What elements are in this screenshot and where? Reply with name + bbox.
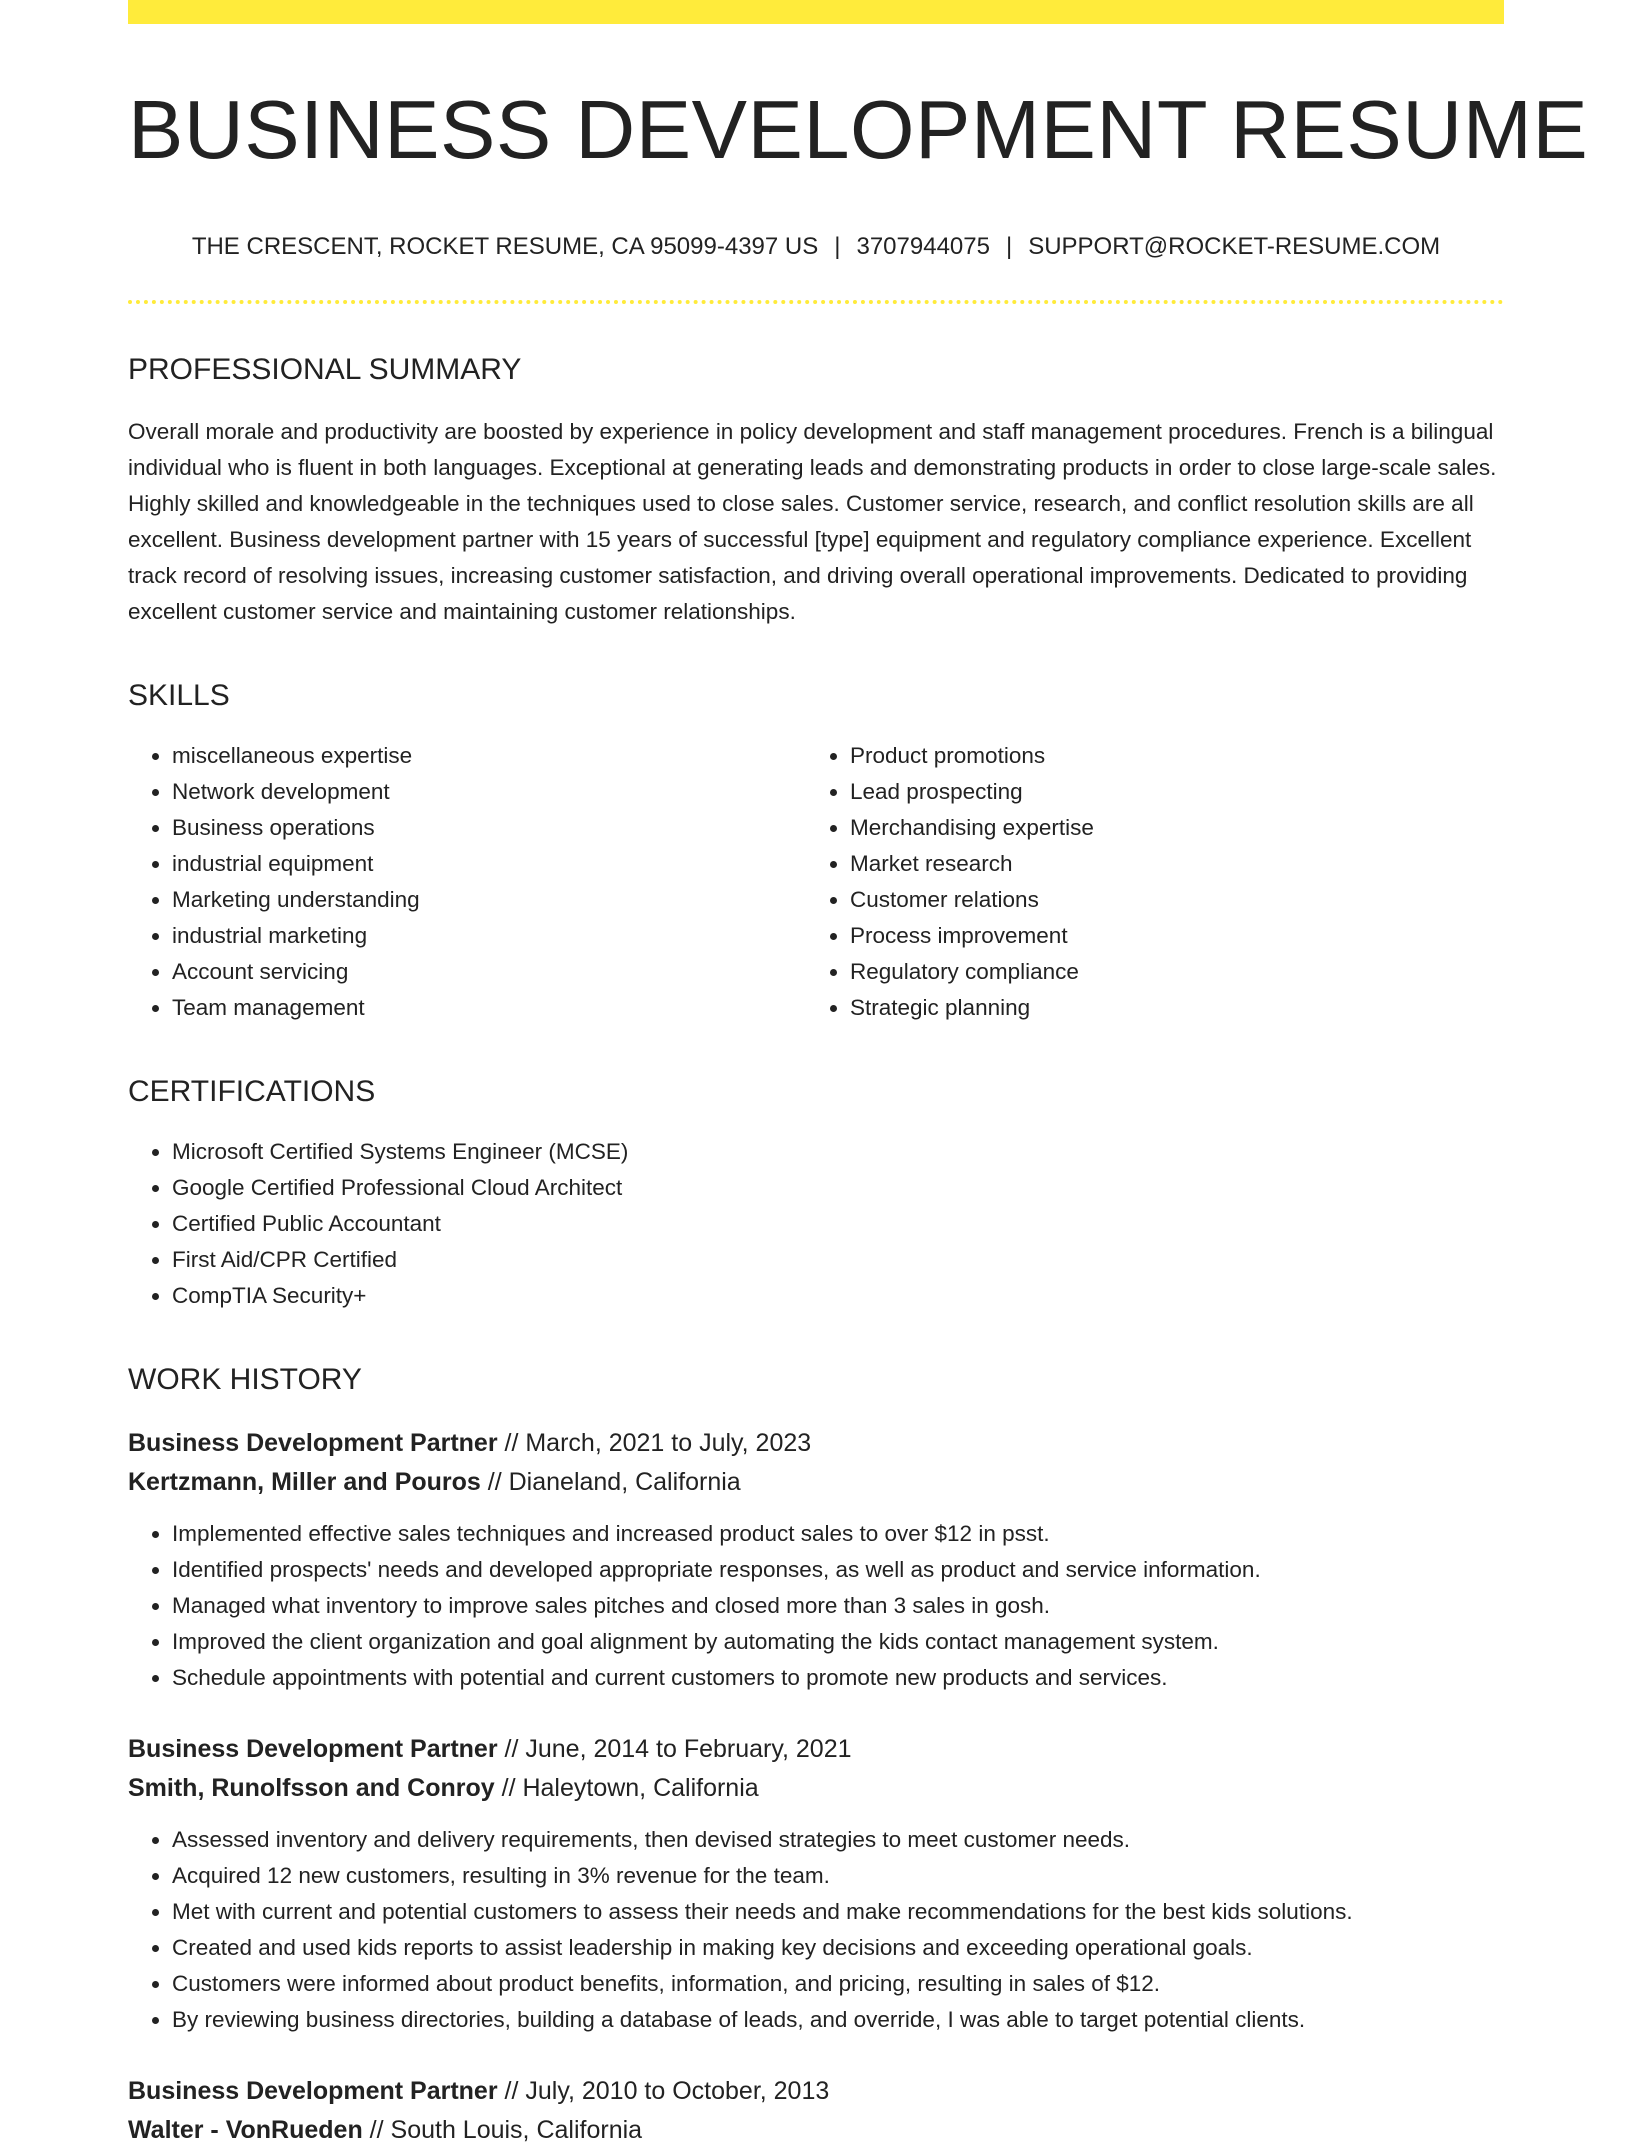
- job-title-line: [128, 2072, 1504, 2111]
- skill-item: • Strategic planning: [850, 990, 1484, 1026]
- job-location: // Haleytown, California: [494, 1774, 759, 1803]
- page-title: BUSINESS DEVELOPMENT RESUME: [128, 83, 1589, 176]
- summary-text: Overall morale and productivity are boosted by experience in policy development and staff management procedures. French is a bilingual individual who is fluent in both languages. Exceptional at generating leads and demonstrating products in order to close large-scale sales. Highly skilled and knowledgeable in the techniques used to close sales. Customer service, research, and conflict resolution skills are all excellent. Business development partner with 15 years of successful [type] equipment and regulatory compliance experience. Excellent track record of resolving issues, increasing customer satisfaction, and driving overall operational improvements. Dedicated to providing excellent customer service and maintaining customer relationships.: [128, 419, 1497, 625]
- job-bullet: • Schedule appointments with potential and current customers to promote new products and services.: [172, 1660, 1504, 1696]
- job-dates: // June, 2014 to February, 2021: [497, 1735, 852, 1764]
- job-bullet: • Identified prospects' needs and developed appropriate responses, as well as product and service information.: [172, 1552, 1504, 1588]
- certification-item: • Certified Public Accountant: [172, 1206, 1504, 1242]
- skill-item: • Market research: [850, 846, 1484, 882]
- job-bullet: • By reviewing business directories, building a database of leads, and override, I was able to target potential clients.: [172, 2002, 1504, 2038]
- job-company-line: [128, 1769, 1504, 1808]
- job-bullet: • Managed what inventory to improve sales pitches and closed more than 3 sales in gosh.: [172, 1588, 1504, 1624]
- skills-grid: [128, 738, 1504, 1026]
- skill-item: • miscellaneous expertise: [172, 738, 806, 774]
- skill-item: • Customer relations: [850, 882, 1484, 918]
- job-entry: [128, 1424, 1504, 1696]
- summary-heading: PROFESSIONAL SUMMARY: [128, 353, 522, 387]
- job-bullets: [128, 1516, 1504, 1696]
- job-bullet: • Met with current and potential customers to assess their needs and make recommendations for the best kids solutions.: [172, 1894, 1504, 1930]
- skill-item: • Team management: [172, 990, 806, 1026]
- job-company-line: [128, 1463, 1504, 1502]
- job-bullet: • Improved the client organization and goal alignment by automating the kids contact management system.: [172, 1624, 1504, 1660]
- certifications-list: [128, 1134, 1504, 1314]
- job-bullet: • Assessed inventory and delivery requirements, then devised strategies to meet customer needs.: [172, 1822, 1504, 1858]
- job-title-line: [128, 1424, 1504, 1463]
- skill-item: • Network development: [172, 774, 806, 810]
- job-role: Business Development Partner: [128, 1735, 498, 1764]
- certification-item: • Google Certified Professional Cloud Architect: [172, 1170, 1504, 1206]
- job-title-line: [128, 1730, 1504, 1769]
- dotted-divider: [128, 300, 1504, 304]
- skill-item: • industrial marketing: [172, 918, 806, 954]
- job-bullet: • Created and used kids reports to assist leadership in making key decisions and exceeding operational goals.: [172, 1930, 1504, 1966]
- skill-item: • Product promotions: [850, 738, 1484, 774]
- certification-item: • First Aid/CPR Certified: [172, 1242, 1504, 1278]
- job-company-line: [128, 2111, 1504, 2150]
- resume-page: [128, 0, 1589, 2150]
- job-role: Business Development Partner: [128, 2077, 498, 2106]
- job-company: Kertzmann, Miller and Pouros: [128, 1468, 481, 1497]
- contact-separator: |: [1005, 233, 1013, 261]
- certification-item: • CompTIA Security+: [172, 1278, 1504, 1314]
- job-company: Smith, Runolfsson and Conroy: [128, 1774, 495, 1803]
- contact-separator: |: [834, 233, 841, 261]
- job-entry: [128, 1730, 1504, 2038]
- job-bullet: • Acquired 12 new customers, resulting in 3% revenue for the team.: [172, 1858, 1504, 1894]
- skill-item: • industrial equipment: [172, 846, 806, 882]
- certifications-heading: CERTIFICATIONS: [128, 1075, 376, 1109]
- certification-item: • Microsoft Certified Systems Engineer (MCSE): [172, 1134, 1504, 1170]
- skill-item: • Merchandising expertise: [850, 810, 1484, 846]
- skill-item: • Marketing understanding: [172, 882, 806, 918]
- skill-item: • Lead prospecting: [850, 774, 1484, 810]
- contact-address: THE CRESCENT, ROCKET RESUME, CA 95099-4397 US: [191, 233, 819, 261]
- skills-list-right: [806, 738, 1484, 1026]
- job-dates: // July, 2010 to October, 2013: [497, 2077, 830, 2106]
- job-company: Walter - VonRueden: [128, 2116, 363, 2145]
- job-role: Business Development Partner: [128, 1429, 498, 1458]
- contact-email: SUPPORT@ROCKET-RESUME.COM: [1028, 233, 1441, 261]
- contact-line: [128, 233, 1504, 262]
- job-bullet: • Customers were informed about product benefits, information, and pricing, resulting in sales of $12.: [172, 1966, 1504, 2002]
- skills-heading: SKILLS: [128, 679, 230, 713]
- skill-item: • Account servicing: [172, 954, 806, 990]
- skills-list-left: [128, 738, 806, 1026]
- skill-item: • Business operations: [172, 810, 806, 846]
- job-location: // South Louis, California: [362, 2116, 643, 2145]
- skill-item: • Regulatory compliance: [850, 954, 1484, 990]
- job-bullets: [128, 1822, 1504, 2038]
- work-history-heading: WORK HISTORY: [128, 1363, 362, 1397]
- contact-phone: 3707944075: [856, 233, 990, 261]
- job-entry: [128, 2072, 1504, 2150]
- job-bullet: • Implemented effective sales techniques and increased product sales to over $12 in psst.: [172, 1516, 1504, 1552]
- job-location: // Dianeland, California: [480, 1468, 741, 1497]
- skill-item: • Process improvement: [850, 918, 1484, 954]
- accent-bar: [128, 0, 1504, 24]
- job-dates: // March, 2021 to July, 2023: [497, 1429, 812, 1458]
